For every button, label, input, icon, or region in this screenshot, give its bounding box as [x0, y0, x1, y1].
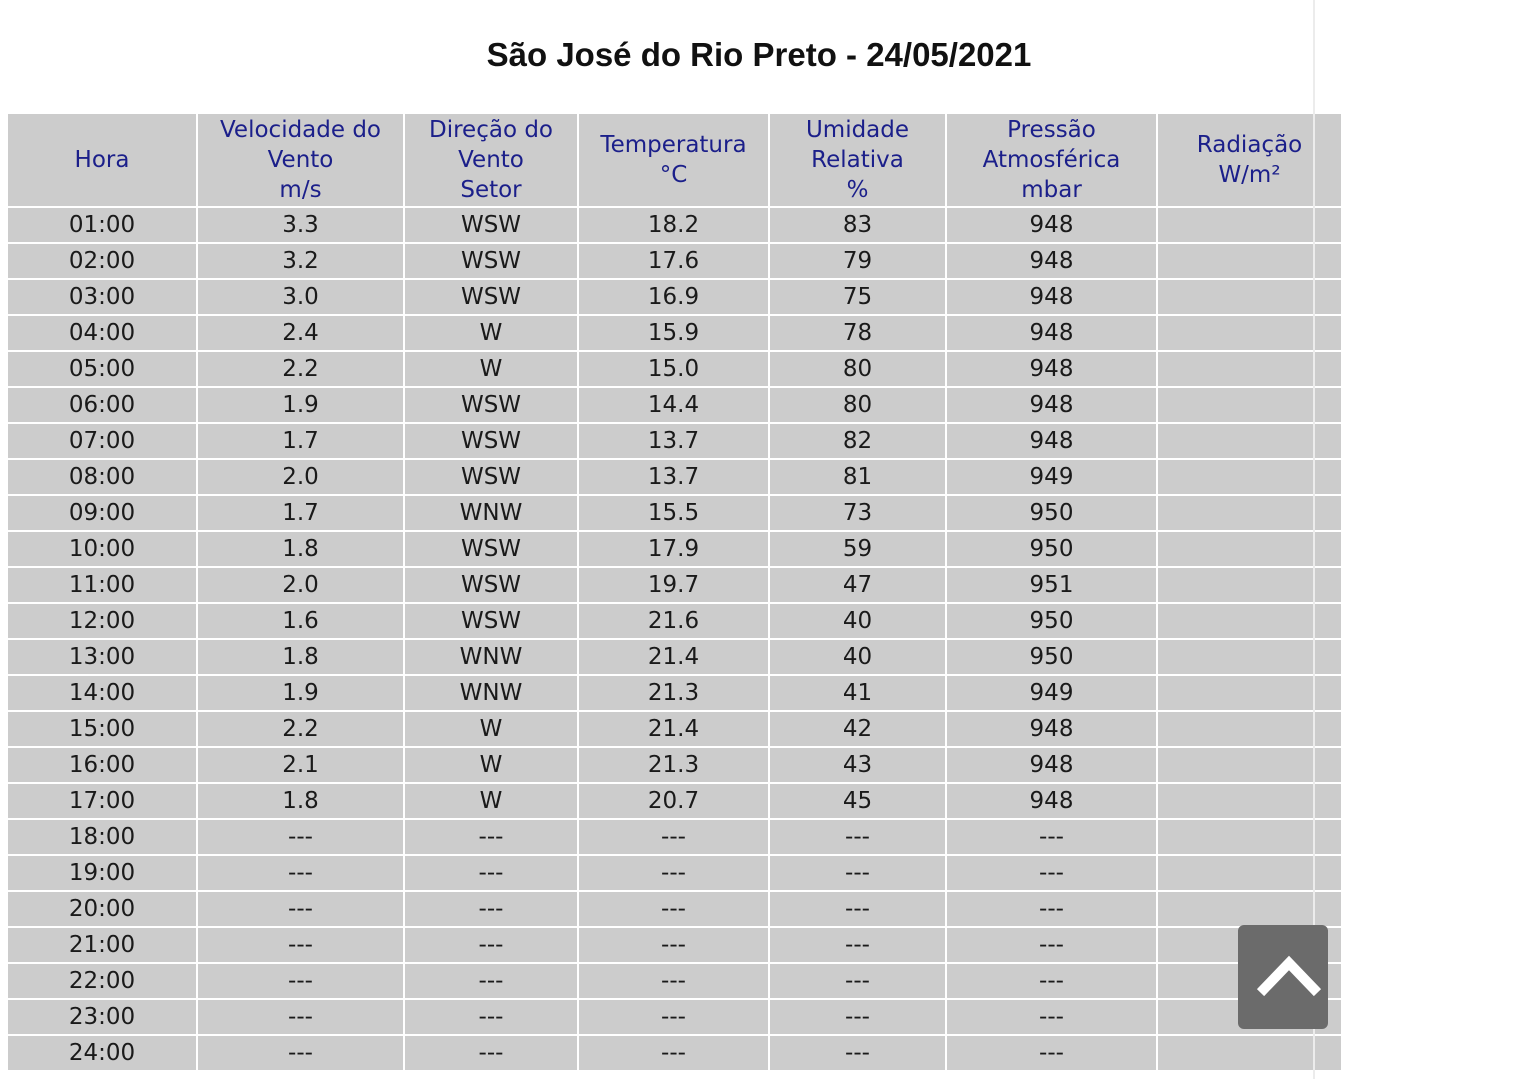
cell-pressure: 949: [946, 675, 1157, 711]
cell-wind-direction: WSW: [404, 531, 578, 567]
cell-hora: 03:00: [7, 279, 197, 315]
cell-pressure: ---: [946, 963, 1157, 999]
cell-wind-direction: ---: [404, 891, 578, 927]
cell-humidity: 80: [769, 387, 946, 423]
cell-humidity: 83: [769, 207, 946, 243]
cell-hora: 04:00: [7, 315, 197, 351]
cell-hora: 01:00: [7, 207, 197, 243]
column-header-line: Umidade: [805, 117, 910, 143]
cell-wind-speed: ---: [197, 819, 404, 855]
column-header-temperature: [578, 113, 769, 207]
cell-wind-direction: ---: [404, 999, 578, 1035]
cell-wind-direction: ---: [404, 819, 578, 855]
cell-temperature: 14.4: [578, 387, 769, 423]
cell-hora: 10:00: [7, 531, 197, 567]
cell-temperature: ---: [578, 999, 769, 1035]
table-row: [7, 783, 1342, 819]
cell-pressure: 950: [946, 495, 1157, 531]
cell-pressure: ---: [946, 891, 1157, 927]
cell-temperature: ---: [578, 927, 769, 963]
cell-wind-speed: ---: [197, 927, 404, 963]
cell-pressure: 948: [946, 279, 1157, 315]
cell-temperature: 16.9: [578, 279, 769, 315]
chevron-up-icon: [1258, 953, 1320, 995]
cell-temperature: 15.0: [578, 351, 769, 387]
cell-pressure: 950: [946, 639, 1157, 675]
cell-hora: 12:00: [7, 603, 197, 639]
cell-pressure: ---: [946, 999, 1157, 1035]
cell-pressure: 948: [946, 207, 1157, 243]
table-viewport[interactable]: [6, 112, 1303, 1079]
column-header-line: Radiação: [1196, 132, 1303, 158]
cell-temperature: 15.9: [578, 315, 769, 351]
page-title: São José do Rio Preto - 24/05/2021: [486, 36, 1032, 73]
cell-humidity: 59: [769, 531, 946, 567]
column-header-line: °C: [659, 162, 688, 188]
cell-wind-speed: 1.9: [197, 387, 404, 423]
cell-humidity: ---: [769, 999, 946, 1035]
cell-pressure: 948: [946, 747, 1157, 783]
table-row: [7, 243, 1342, 279]
cell-pressure: 951: [946, 567, 1157, 603]
cell-pressure: 948: [946, 315, 1157, 351]
column-header-line: Vento: [458, 147, 524, 173]
column-header-line: Setor: [460, 177, 522, 203]
cell-wind-speed: 1.8: [197, 531, 404, 567]
cell-humidity: 79: [769, 243, 946, 279]
column-header-line: Pressão: [1007, 117, 1096, 143]
cell-humidity: 82: [769, 423, 946, 459]
table-row: [7, 747, 1342, 783]
cell-humidity: ---: [769, 891, 946, 927]
cell-wind-direction: W: [404, 315, 578, 351]
column-header-line: Temperatura: [600, 132, 747, 158]
cell-wind-speed: 1.7: [197, 423, 404, 459]
cell-wind-speed: 2.2: [197, 351, 404, 387]
cell-humidity: 81: [769, 459, 946, 495]
cell-wind-speed: 2.0: [197, 567, 404, 603]
cell-humidity: 42: [769, 711, 946, 747]
cell-wind-direction: WNW: [404, 675, 578, 711]
cell-hora: 15:00: [7, 711, 197, 747]
cell-temperature: 13.7: [578, 423, 769, 459]
cell-wind-speed: ---: [197, 1035, 404, 1071]
table-row: [7, 531, 1342, 567]
cell-wind-speed: ---: [197, 891, 404, 927]
cell-pressure: 948: [946, 351, 1157, 387]
cell-hora: 20:00: [7, 891, 197, 927]
cell-wind-direction: ---: [404, 855, 578, 891]
column-header-line: Atmosférica: [982, 147, 1121, 173]
cell-wind-direction: WSW: [404, 603, 578, 639]
cell-hora: 11:00: [7, 567, 197, 603]
cell-wind-speed: 1.8: [197, 783, 404, 819]
cell-humidity: ---: [769, 927, 946, 963]
cell-wind-direction: ---: [404, 963, 578, 999]
cell-temperature: 17.6: [578, 243, 769, 279]
table-row: [7, 459, 1342, 495]
cell-wind-direction: WSW: [404, 423, 578, 459]
cell-humidity: ---: [769, 855, 946, 891]
cell-wind-direction: W: [404, 351, 578, 387]
column-header-line: Velocidade do: [219, 117, 382, 143]
cell-hora: 14:00: [7, 675, 197, 711]
table-row: [7, 207, 1342, 243]
cell-hora: 09:00: [7, 495, 197, 531]
cell-humidity: 73: [769, 495, 946, 531]
table-row: [7, 711, 1342, 747]
cell-wind-direction: W: [404, 747, 578, 783]
table-row: [7, 891, 1342, 927]
cell-temperature: 18.2: [578, 207, 769, 243]
cell-hora: 17:00: [7, 783, 197, 819]
cell-pressure: 948: [946, 711, 1157, 747]
cell-pressure: 950: [946, 531, 1157, 567]
cell-temperature: 15.5: [578, 495, 769, 531]
cell-wind-speed: 2.0: [197, 459, 404, 495]
cell-wind-speed: 1.6: [197, 603, 404, 639]
cell-wind-speed: 1.9: [197, 675, 404, 711]
cell-humidity: 41: [769, 675, 946, 711]
cell-wind-direction: WSW: [404, 567, 578, 603]
page-edge-divider: [1313, 0, 1315, 1079]
column-header-line: Relativa: [811, 147, 904, 173]
scroll-to-top-button[interactable]: [1238, 925, 1328, 1029]
cell-hora: 18:00: [7, 819, 197, 855]
column-header-wind-speed: [197, 113, 404, 207]
column-header-humidity: [769, 113, 946, 207]
cell-wind-direction: WNW: [404, 639, 578, 675]
cell-hora: 23:00: [7, 999, 197, 1035]
table-row: [7, 423, 1342, 459]
table-row: [7, 855, 1342, 891]
cell-hora: 02:00: [7, 243, 197, 279]
cell-hora: 24:00: [7, 1035, 197, 1071]
cell-temperature: 21.4: [578, 711, 769, 747]
cell-pressure: 949: [946, 459, 1157, 495]
table-row: [7, 567, 1342, 603]
cell-humidity: 40: [769, 603, 946, 639]
column-header-wind-direction: [404, 113, 578, 207]
cell-humidity: 80: [769, 351, 946, 387]
cell-temperature: 13.7: [578, 459, 769, 495]
cell-hora: 13:00: [7, 639, 197, 675]
cell-wind-speed: 1.8: [197, 639, 404, 675]
table-row: [7, 819, 1342, 855]
cell-pressure: ---: [946, 819, 1157, 855]
cell-temperature: 21.3: [578, 675, 769, 711]
cell-hora: 07:00: [7, 423, 197, 459]
cell-hora: 06:00: [7, 387, 197, 423]
table-row: [7, 999, 1342, 1035]
cell-temperature: 17.9: [578, 531, 769, 567]
cell-hora: 21:00: [7, 927, 197, 963]
cell-wind-direction: W: [404, 783, 578, 819]
cell-hora: 16:00: [7, 747, 197, 783]
table-row: [7, 639, 1342, 675]
cell-wind-speed: 1.7: [197, 495, 404, 531]
table-row: [7, 1035, 1342, 1071]
cell-wind-direction: WSW: [404, 279, 578, 315]
cell-temperature: ---: [578, 819, 769, 855]
cell-pressure: 948: [946, 243, 1157, 279]
cell-wind-direction: WNW: [404, 495, 578, 531]
table-row: [7, 963, 1342, 999]
column-header-line: %: [846, 177, 869, 203]
cell-wind-speed: ---: [197, 963, 404, 999]
cell-pressure: ---: [946, 1035, 1157, 1071]
cell-hora: 08:00: [7, 459, 197, 495]
cell-temperature: 21.3: [578, 747, 769, 783]
table-row: [7, 387, 1342, 423]
cell-wind-direction: WSW: [404, 459, 578, 495]
column-header-line: Direção do: [429, 117, 553, 143]
cell-humidity: 47: [769, 567, 946, 603]
cell-humidity: ---: [769, 963, 946, 999]
cell-humidity: 40: [769, 639, 946, 675]
column-header-line: mbar: [1021, 177, 1082, 203]
cell-pressure: 948: [946, 423, 1157, 459]
cell-wind-direction: ---: [404, 1035, 578, 1071]
column-header-line: m/s: [279, 177, 322, 203]
cell-humidity: 75: [769, 279, 946, 315]
weather-table: [6, 112, 1343, 1072]
cell-temperature: 21.6: [578, 603, 769, 639]
cell-humidity: 45: [769, 783, 946, 819]
cell-humidity: 78: [769, 315, 946, 351]
cell-humidity: ---: [769, 1035, 946, 1071]
cell-pressure: ---: [946, 927, 1157, 963]
table-row: [7, 351, 1342, 387]
cell-wind-direction: WSW: [404, 207, 578, 243]
cell-temperature: ---: [578, 891, 769, 927]
column-header-hora: [7, 113, 197, 207]
cell-wind-speed: 2.2: [197, 711, 404, 747]
cell-temperature: ---: [578, 1035, 769, 1071]
cell-wind-speed: ---: [197, 999, 404, 1035]
table-row: [7, 315, 1342, 351]
table-body: [7, 207, 1342, 1071]
table-row: [7, 279, 1342, 315]
table-row: [7, 675, 1342, 711]
column-header-line: W/m²: [1218, 162, 1281, 188]
cell-hora: 05:00: [7, 351, 197, 387]
cell-hora: 22:00: [7, 963, 197, 999]
cell-wind-speed: 2.1: [197, 747, 404, 783]
cell-wind-speed: 3.2: [197, 243, 404, 279]
column-header-line: Hora: [74, 147, 130, 173]
table-row: [7, 495, 1342, 531]
cell-pressure: 950: [946, 603, 1157, 639]
cell-wind-direction: WSW: [404, 387, 578, 423]
cell-pressure: 948: [946, 387, 1157, 423]
cell-wind-speed: 2.4: [197, 315, 404, 351]
cell-temperature: ---: [578, 963, 769, 999]
cell-humidity: ---: [769, 819, 946, 855]
cell-temperature: 21.4: [578, 639, 769, 675]
table-row: [7, 927, 1342, 963]
cell-wind-speed: ---: [197, 855, 404, 891]
cell-temperature: ---: [578, 855, 769, 891]
cell-wind-direction: ---: [404, 927, 578, 963]
cell-temperature: 19.7: [578, 567, 769, 603]
table-row: [7, 603, 1342, 639]
cell-pressure: ---: [946, 855, 1157, 891]
cell-wind-direction: W: [404, 711, 578, 747]
column-header-pressure: [946, 113, 1157, 207]
table-header-row: [7, 113, 1342, 207]
cell-wind-speed: 3.3: [197, 207, 404, 243]
cell-temperature: 20.7: [578, 783, 769, 819]
cell-hora: 19:00: [7, 855, 197, 891]
cell-wind-speed: 3.0: [197, 279, 404, 315]
cell-pressure: 948: [946, 783, 1157, 819]
column-header-line: Vento: [267, 147, 334, 173]
cell-humidity: 43: [769, 747, 946, 783]
cell-wind-direction: WSW: [404, 243, 578, 279]
